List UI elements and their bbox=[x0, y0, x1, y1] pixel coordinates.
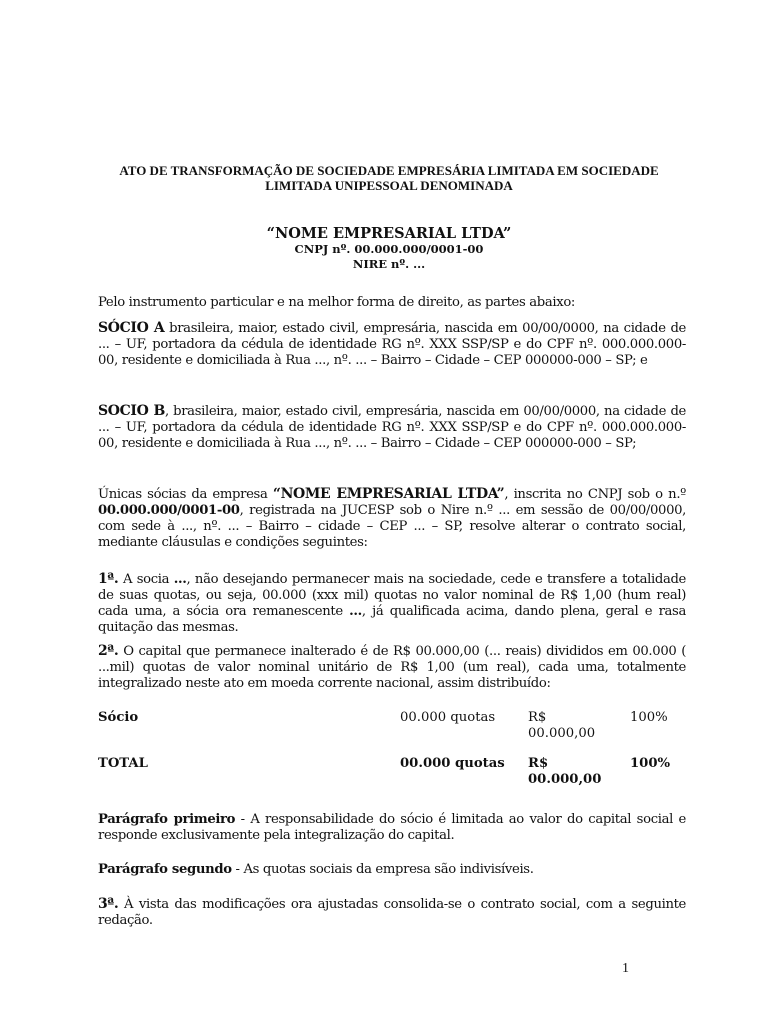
clause-2 bbox=[98, 643, 686, 692]
table-total-row bbox=[98, 756, 686, 796]
paragrafo-primeiro bbox=[98, 812, 686, 844]
clause-2-text: O capital que permanece inalterado é de R$ 00.000,00 (... reais) divididos em 00.000 ( ...mil) quotas de valor nominal unitário de R$ 1,00 (um real), cada uma, totalmente integralizado neste ato em moeda corrente nacional, assim distribuído: bbox=[98, 644, 686, 691]
paragrafo-primeiro-label: Parágrafo primeiro bbox=[98, 812, 236, 827]
company-cnpj: CNPJ nº. 00.000.000/0001-00 bbox=[294, 242, 484, 256]
unicas-text-1: Únicas sócias da empresa bbox=[98, 487, 273, 502]
paragrafo-segundo bbox=[98, 862, 686, 878]
socio-a-paragraph bbox=[98, 320, 686, 369]
total-currency: R$ bbox=[528, 756, 549, 771]
unicas-text-2: , inscrita no CNPJ sob o n.º bbox=[504, 487, 687, 502]
table-value: 00.000,00 bbox=[528, 726, 596, 741]
clause-1 bbox=[98, 571, 686, 636]
unicas-cnpj: 00.000.000/0001-00 bbox=[98, 503, 240, 518]
clause-1-number: 1ª. bbox=[98, 571, 119, 587]
clause-2-number: 2ª. bbox=[98, 643, 119, 659]
socio-b-label: SOCIO B bbox=[98, 403, 165, 419]
intro-paragraph: Pelo instrumento particular e na melhor forma de direito, as partes abaixo: bbox=[98, 295, 576, 310]
socio-b-text: , brasileira, maior, estado civil, empresária, nascida em 00/00/0000, na cidade de ... – UF, portadora da cédula de identidade RG nº. XXX SSP/SP e do CPF nº. 000.000.000-00, residente e domiciliada à Rua ..., nº. ... – Bairro – Cidade – CEP 000000-000 – SP; bbox=[98, 404, 686, 451]
unicas-paragraph bbox=[98, 486, 686, 551]
total-label: TOTAL bbox=[98, 756, 148, 771]
table-currency: R$ bbox=[528, 710, 547, 725]
paragrafo-primeiro-text: - A responsabilidade do sócio é limitada ao valor do capital social e responde exclusivamente pela integralização do capital. bbox=[98, 812, 686, 843]
unicas-company-name: “NOME EMPRESARIAL LTDA” bbox=[272, 486, 505, 502]
paragrafo-segundo-label: Parágrafo segundo bbox=[98, 862, 232, 877]
table-percent: 100% bbox=[630, 710, 668, 725]
clause-3-number: 3ª. bbox=[98, 896, 119, 912]
socio-a-label: SÓCIO A bbox=[98, 320, 165, 336]
table-socio: Sócio bbox=[98, 710, 139, 725]
company-name: “NOME EMPRESARIAL LTDA” bbox=[266, 225, 512, 242]
total-value: 00.000,00 bbox=[528, 772, 602, 787]
page-number: 1 bbox=[622, 961, 629, 976]
clause-1-text-3: , já qualificada acima, dando plena, geral e rasa quitação das mesmas. bbox=[98, 604, 686, 635]
socio-a-text: brasileira, maior, estado civil, empresária, nascida em 00/00/0000, na cidade de ... – UF, portadora da cédula de identidade RG nº. XXX SSP/SP e do CPF nº. 000.000.000-00, residente e domiciliada à Rua ..., nº. ... – Bairro – Cidade – CEP 000000-000 – SP; e bbox=[98, 321, 686, 368]
total-amount bbox=[528, 756, 618, 788]
total-percent: 100% bbox=[630, 756, 671, 771]
clause-1-text-1: A socia bbox=[118, 572, 174, 587]
clause-1-text-2: , não desejando permanecer mais na sociedade, cede e transfere a totalidade de suas quotas, ou seja, 00.000 (xxx mil) quotas no valor nominal de R$ 1,00 (hum real) cada uma, a sócia ora remanescente bbox=[98, 572, 687, 619]
table-quotas: 00.000 quotas bbox=[400, 710, 496, 725]
clause-1-socia: ... bbox=[173, 572, 187, 587]
clause-3 bbox=[98, 896, 686, 929]
unicas-text-3: , registrada na JUCESP sob o Nire n.º ... em sessão de 00/00/0000, com sede à ..., nº. ... – Bairro – cidade – CEP ... – SP, resolve alterar o contrato social, mediante cláusulas e condições seguintes: bbox=[98, 503, 686, 550]
table-row bbox=[98, 710, 686, 750]
total-quotas: 00.000 quotas bbox=[400, 756, 505, 771]
company-nire: NIRE nº. ... bbox=[352, 257, 426, 271]
socio-b-paragraph bbox=[98, 403, 686, 452]
document-title: ATO DE TRANSFORMAÇÃO DE SOCIEDADE EMPRESÁRIA LIMITADA EM SOCIEDADE LIMITADA UNIPESSOAL DENOMINADA bbox=[119, 163, 659, 193]
clause-1-remanescente: ... bbox=[349, 604, 362, 619]
clause-3-text: À vista das modificações ora ajustadas consolida-se o contrato social, com a seguinte redação. bbox=[98, 897, 686, 928]
paragrafo-segundo-text: - As quotas sociais da empresa são indivisíveis. bbox=[231, 862, 534, 877]
table-amount bbox=[528, 710, 618, 742]
